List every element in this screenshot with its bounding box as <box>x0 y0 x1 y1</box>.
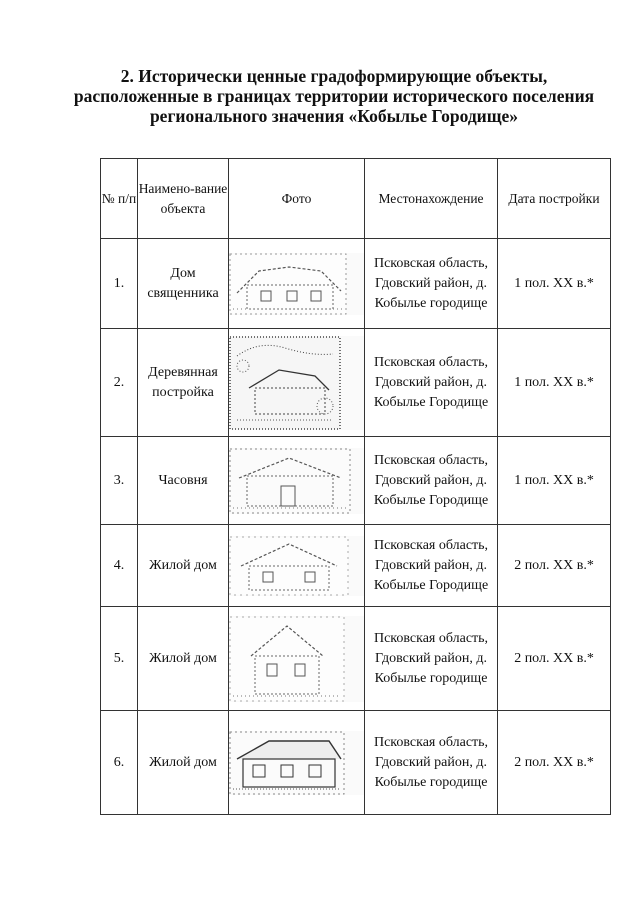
document-title <box>60 66 608 126</box>
building-photo <box>229 536 364 596</box>
header-num: № п/п <box>101 159 138 239</box>
objects-table <box>100 158 611 815</box>
row-name: Дом священника <box>138 239 229 329</box>
row-photo-cell <box>229 329 365 437</box>
table-row <box>101 329 611 437</box>
header-location: Местонахождение <box>365 159 498 239</box>
row-photo-cell <box>229 239 365 329</box>
row-location: Псковская область, Гдовский район, д. Кобылье Городище <box>365 329 498 437</box>
row-num: 6. <box>101 711 138 815</box>
table-row <box>101 711 611 815</box>
row-name: Жилой дом <box>138 525 229 607</box>
row-name: Часовня <box>138 437 229 525</box>
table-row <box>101 437 611 525</box>
building-photo <box>229 731 364 795</box>
row-date: 2 пол. XX в.* <box>498 607 611 711</box>
row-location: Псковская область, Гдовский район, д. Кобылье Городище <box>365 525 498 607</box>
row-location: Псковская область, Гдовский район, д. Кобылье городище <box>365 607 498 711</box>
title-line-3: регионального значения «Кобылье Городище» <box>149 106 519 126</box>
table-row <box>101 239 611 329</box>
row-name: Деревянная постройка <box>138 329 229 437</box>
row-photo-cell <box>229 525 365 607</box>
table-row <box>101 525 611 607</box>
row-num: 3. <box>101 437 138 525</box>
header-name: Наимено-вание объекта <box>138 159 229 239</box>
row-num: 2. <box>101 329 138 437</box>
row-photo-cell <box>229 711 365 815</box>
building-photo <box>229 448 364 514</box>
row-location: Псковская область, Гдовский район, д. Кобылье Городище <box>365 437 498 525</box>
building-photo <box>229 253 364 315</box>
building-photo <box>229 336 364 430</box>
title-line-1: 2. Исторически ценные градоформирующие объекты, <box>120 66 548 86</box>
row-name: Жилой дом <box>138 607 229 711</box>
row-num: 1. <box>101 239 138 329</box>
row-location: Псковская область, Гдовский район, д. Кобылье городище <box>365 239 498 329</box>
row-num: 4. <box>101 525 138 607</box>
title-line-2: расположенные в границах территории исторического поселения <box>73 86 595 106</box>
header-date: Дата постройки <box>498 159 611 239</box>
table-header-row <box>101 159 611 239</box>
row-photo-cell <box>229 607 365 711</box>
table-row <box>101 607 611 711</box>
row-date: 2 пол. XX в.* <box>498 711 611 815</box>
row-date: 1 пол. XX в.* <box>498 437 611 525</box>
row-num: 5. <box>101 607 138 711</box>
row-name: Жилой дом <box>138 711 229 815</box>
row-date: 1 пол. XX в.* <box>498 329 611 437</box>
header-photo: Фото <box>229 159 365 239</box>
building-photo <box>229 616 364 702</box>
row-location: Псковская область, Гдовский район, д. Кобылье городище <box>365 711 498 815</box>
row-date: 1 пол. XX в.* <box>498 239 611 329</box>
row-photo-cell <box>229 437 365 525</box>
row-date: 2 пол. XX в.* <box>498 525 611 607</box>
